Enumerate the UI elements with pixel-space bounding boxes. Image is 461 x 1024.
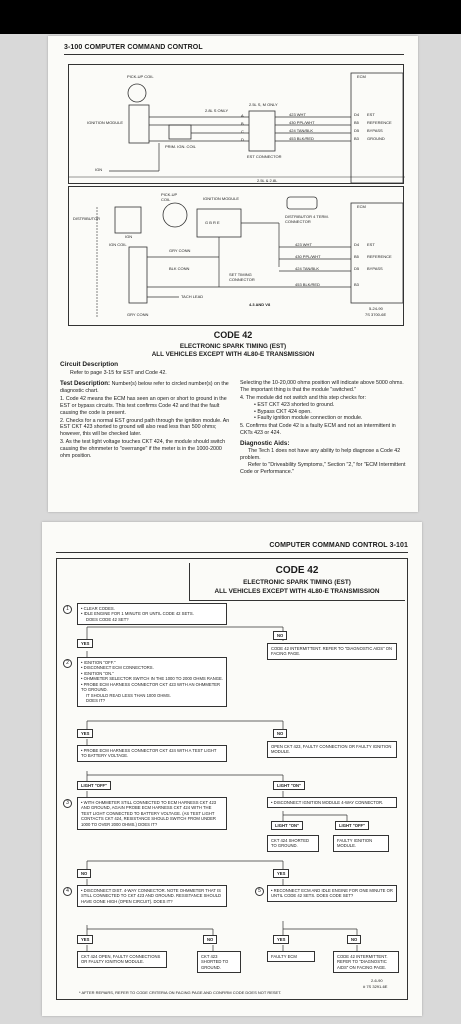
- step-number-3: 3: [63, 799, 72, 808]
- step-1-line: • CLEAR CODES.: [81, 606, 115, 611]
- no-label-5: NO: [347, 935, 361, 944]
- result-open-ckt-423: OPEN CKT 423, FAULTY CONNECTION OR FAULTY IGNITION MODULE.: [267, 741, 397, 758]
- test-item-4-bullet: • EST CKT 423 shorted to ground.: [254, 401, 335, 408]
- prim-ign-coil-label: PRIM. IGN. COIL: [165, 144, 196, 149]
- chart-ref: # 7S 3291-6E: [363, 984, 388, 989]
- ignition-module-label-2: IGNITION MODULE: [203, 196, 240, 201]
- test-description-intro: Number(s) below refer to circled number(s) on the diagnostic chart.: [60, 381, 229, 395]
- engine-label-left: 2.8L S ONLY: [205, 108, 229, 113]
- test-item-3: 3. As the test light voltage touches CKT 424, the module should switch causing the ohmmeter to "overrange" if the meter is in the 1000-2000 ohm position.: [60, 439, 226, 459]
- yes-label-4: YES: [77, 935, 93, 944]
- signal-reference: REFERENCE: [367, 120, 392, 125]
- pin-b5: B5: [354, 120, 359, 125]
- distributor-label: DISTRIBUTOR: [73, 216, 101, 221]
- wire-430: 430 PPL/WHT: [289, 120, 315, 125]
- signal-est-2: EST: [367, 242, 375, 247]
- light-on-label-2: LIGHT "ON": [271, 821, 303, 830]
- page-3-100: [48, 36, 418, 512]
- gry-conn-label: GRY CONN: [169, 248, 191, 253]
- step-5-box: • RECONNECT ECM AND IDLE ENGINE FOR ONE MINUTE OR UNTIL CODE 42 SETS. DOES CODE SET?: [267, 885, 397, 902]
- pin-b5-2: B5: [354, 254, 359, 259]
- pickup-coil-label: PICK-UP COIL: [127, 74, 154, 79]
- page-header: 3-100 COMPUTER COMMAND CONTROL: [64, 44, 203, 51]
- code-title: CODE 42: [213, 330, 253, 340]
- no-label-3: NO: [77, 869, 91, 878]
- test-item-5: 5. Confirms that Code 42 is a faulty ECM and not an intermittent in CKTs 423 or 424.: [240, 423, 396, 437]
- diagram2-footer: 4.3 AND V8: [249, 302, 271, 307]
- test-item-4-bullet: • Faulty ignition module connection or module.: [254, 415, 363, 422]
- header-rule: [64, 54, 404, 55]
- wire-423-2: 423 WHT: [295, 242, 312, 247]
- test-description-column-right: [240, 380, 408, 476]
- signal-bypass-2: BYPASS: [367, 266, 383, 271]
- result-faulty-module: FAULTY IGNITION MODULE.: [333, 835, 389, 852]
- step-2-line: • IGNITION "OFF.": [81, 660, 116, 665]
- circuit-description-text: Refer to page 3-15 for EST and Code 42.: [70, 370, 167, 376]
- yes-label-2: YES: [77, 729, 93, 738]
- wire-453-2: 453 BLK/RED: [295, 282, 320, 287]
- step-2-line: • DISCONNECT ECM CONNECTORS.: [81, 665, 154, 671]
- step-2-line: DOES IT?: [86, 698, 106, 704]
- step-1-line: DOES CODE 42 SET?: [86, 616, 129, 622]
- diagnostic-aids-heading: Diagnostic Aids:: [240, 440, 290, 447]
- step-4-box: • DISCONNECT DIST. 4-WAY CONNECTOR. NOTE OHMMETER THAT IS STILL CONNECTED TO CKT 423 AND GROUND. RESISTANCE SHOULD HAVE GONE HIGH (OPEN CIRCUIT). DOES IT?: [77, 885, 227, 907]
- page-3-101: [42, 522, 422, 1016]
- ign-label-2: IGN: [125, 234, 133, 239]
- test-item-4: 4. The module did not switch and this step checks for:: [240, 394, 366, 401]
- light-on-action: • DISCONNECT IGNITION MODULE 4-WAY CONNECTOR.: [267, 797, 397, 808]
- diagram-date: 5-24-90: [369, 306, 383, 311]
- ignition-module-label: IGNITION MODULE: [87, 120, 124, 125]
- engine-label: 2.5L S, M ONLY: [249, 102, 278, 107]
- set-timing-label: SET TIMING CONNECTOR: [229, 272, 255, 282]
- no-label-2: NO: [273, 729, 287, 738]
- est-connector-label: EST CONNECTOR: [247, 154, 282, 159]
- step-2-line: • OHMMETER SELECTOR SWITCH IN THE 1000 TO 2000 OHMS RANGE.: [81, 676, 223, 682]
- step-number-4: 4: [63, 887, 72, 896]
- wire-430-2: 430 PPL/WHT: [295, 254, 321, 259]
- result-ckt-423-shorted: CKT 423 SHORTED TO GROUND.: [197, 951, 241, 973]
- wiring-diagram-4-3l-v8: [68, 186, 404, 326]
- test-item-3-continued: Selecting the 10-20,000 ohms position will indicate above 5000 ohms. The important thing is that the module "switched.": [240, 380, 404, 393]
- pin-d4-2: D4: [354, 242, 360, 247]
- subtitle-2: ALL VEHICLES EXCEPT WITH 4L80-E TRANSMISSION: [151, 351, 315, 358]
- step-1-box: [77, 603, 227, 625]
- gry-conn-bottom-label: GRY CONN: [127, 312, 149, 317]
- ign-label: IGN: [95, 167, 103, 172]
- wire-423: 423 WHT: [289, 112, 306, 117]
- test-description-column: [60, 380, 232, 460]
- wire-453: 453 BLK/RED: [289, 136, 314, 141]
- diagram-ref: 7S 3700-6E: [365, 312, 387, 317]
- no-label-4: NO: [203, 935, 217, 944]
- light-on-label: LIGHT "ON": [273, 781, 305, 790]
- diagram1-footer: 2.5L & 2.8L: [257, 178, 278, 183]
- pin-d5: D5: [354, 128, 360, 133]
- no-label-1: NO: [273, 631, 287, 640]
- pin-d5-2: D5: [354, 266, 360, 271]
- subtitle-1-2: ELECTRONIC SPARK TIMING (EST): [243, 579, 351, 586]
- dist-term-label: DISTRIBUTOR 4 TERM. CONNECTOR: [285, 214, 329, 224]
- signal-ground: GROUND: [367, 136, 385, 141]
- code-title-2: CODE 42: [275, 565, 319, 576]
- step-number-2: 2: [63, 659, 72, 668]
- module-pins: G B R E: [205, 220, 220, 225]
- page-header-2: COMPUTER COMMAND CONTROL 3-101: [269, 542, 408, 549]
- wire-424: 424 TAN/BLK: [289, 128, 314, 133]
- wiring-diagram-2-5l: [68, 64, 404, 184]
- pin-b: B: [241, 121, 244, 126]
- step-2-line: • PROBE ECM HARNESS CONNECTOR CKT 423 WITH AN OHMMETER TO GROUND.: [81, 681, 221, 693]
- step-2-line: IT SHOULD READ LESS THAN 1000 OHMS.: [86, 692, 171, 698]
- step-3-box: • WITH OHMMETER STILL CONNECTED TO ECM HARNESS CKT 423 AND GROUND, AGAIN PROBE ECM HARNESS CKT 424 WITH THE TEST LIGHT CONNECTED TO BATTERY VOLTAGE. (AS TEST LIGHT CONTACTS CKT 424, RESISTANCE SHOULD SWITCH FROM UNDER 1000 TO OVER 2000 OHMS.) DOES IT?: [77, 797, 227, 830]
- signal-reference-2: REFERENCE: [367, 254, 392, 259]
- signal-bypass: BYPASS: [367, 128, 383, 133]
- chart-date: 2-6-90: [371, 978, 383, 983]
- top-bar: [0, 0, 461, 34]
- step-2-line: • IGNITION "ON.": [81, 670, 114, 676]
- pin-c: C: [241, 129, 244, 134]
- step-number-1: 1: [63, 605, 72, 614]
- pickup-coil-label-2: PICK-UP COIL: [161, 192, 178, 202]
- ecm-label-2: ECM: [357, 204, 366, 209]
- yes-label-3: YES: [273, 869, 289, 878]
- header-rule-2: [56, 552, 408, 553]
- yes-2-action: • PROBE ECM HARNESS CONNECTOR CKT 424 WITH A TEST LIGHT TO BATTERY VOLTAGE.: [77, 745, 227, 762]
- flowchart-frame: [56, 558, 408, 1000]
- step-2-box: [77, 657, 227, 707]
- light-off-label: LIGHT "OFF": [77, 781, 111, 790]
- signal-est: EST: [367, 112, 375, 117]
- result-intermittent-2: CODE 42 INTERMITTENT. REFER TO "DIAGNOSTIC AIDS" ON FACING PAGE.: [333, 951, 399, 973]
- pin-a: A: [241, 113, 244, 118]
- footnote: * AFTER REPAIRS, REFER TO CODE CRITERIA ON FACING PAGE AND CONFIRM CODE DOES NOT RESET.: [79, 990, 282, 995]
- tach-lead-label: TACH LEAD: [181, 294, 204, 299]
- pin-d: D: [241, 137, 244, 142]
- yes-label-5: YES: [273, 935, 289, 944]
- result-intermittent-1: CODE 42 INTERMITTENT. REFER TO "DIAGNOSTIC AIDS" ON FACING PAGE.: [267, 643, 397, 660]
- test-item-1: 1. Code 42 means the ECM has seen an open or short to ground in the EST or bypass circuits. This test confirms Code 42 and that the fault causing the code is present.: [60, 395, 227, 416]
- step-1-line: • IDLE ENGINE FOR 1 MINUTE OR UNTIL CODE 42 SETS.: [81, 611, 194, 617]
- pin-d4: D4: [354, 112, 360, 117]
- yes-label-1: YES: [77, 639, 93, 648]
- result-faulty-ecm: FAULTY ECM: [267, 951, 315, 962]
- subtitle-1: ELECTRONIC SPARK TIMING (EST): [179, 343, 287, 350]
- pin-b3: B3: [354, 136, 359, 141]
- circuit-description-heading: Circuit Description: [60, 361, 119, 368]
- result-ckt-424-open: CKT 424 OPEN, FAULTY CONNECTIONS OR FAULTY IGNITION MODULE.: [77, 951, 167, 968]
- diagnostic-aids-text-2: Refer to "Driveability Symptoms," Section "2," for "ECM Intermittent Code or Performance.": [240, 461, 406, 475]
- test-item-2: 2. Checks for a normal EST ground path through the ignition module. An EST CKT 423 shorted to ground will also read less than 500 ohms; however, this will be checked later.: [60, 417, 230, 438]
- result-ckt-424-shorted: CKT 424 SHORTED TO GROUND.: [267, 835, 319, 852]
- subtitle-2-2: ALL VEHICLES EXCEPT WITH 4L80-E TRANSMISSION: [214, 588, 380, 595]
- ign-coil-label: IGN COIL: [109, 242, 127, 247]
- test-item-4-bullet: • Bypass CKT 424 open.: [254, 408, 312, 415]
- test-description-heading: Test Description:: [60, 380, 111, 387]
- wire-424-2: 424 TAN/BLK: [295, 266, 320, 271]
- step-number-5: 5: [255, 887, 264, 896]
- light-off-label-2: LIGHT "OFF": [335, 821, 369, 830]
- ecm-label: ECM: [357, 74, 366, 79]
- pin-b3-2: B3: [354, 282, 359, 287]
- blk-conn-label: BLK CONN: [169, 266, 190, 271]
- diagnostic-aids-text: The Tech 1 does not have any ability to help diagnose a Code 42 problem.: [240, 448, 401, 461]
